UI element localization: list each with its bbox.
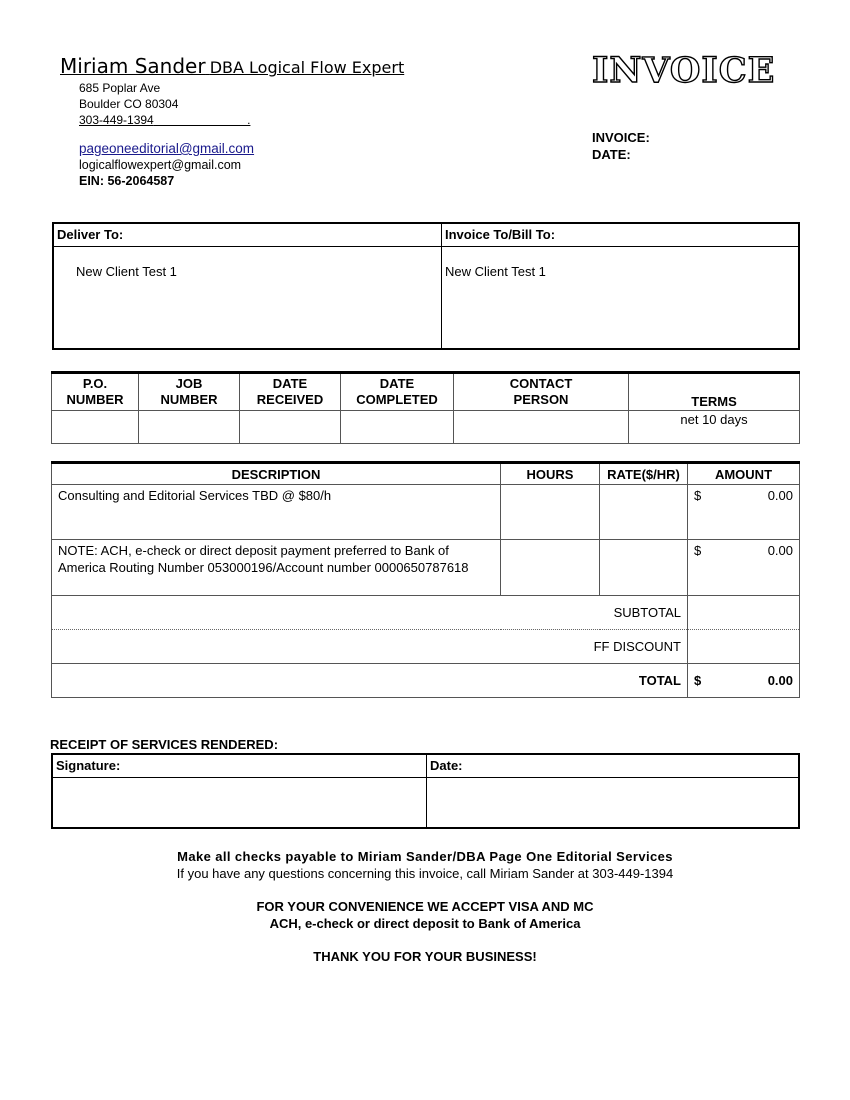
ein-number: EIN: 56-2064587 xyxy=(79,174,175,188)
discount-value xyxy=(688,630,800,664)
footer-payment-methods xyxy=(0,898,850,932)
description-header: DESCRIPTION xyxy=(52,463,501,485)
date-received-cell xyxy=(240,411,341,444)
job-number-cell xyxy=(139,411,240,444)
checks-payable: Make all checks payable to Miriam Sander/DBA Page One Editorial Services xyxy=(177,849,673,864)
email-secondary: logicalflowexpert@gmail.com xyxy=(79,158,242,172)
invoice-meta xyxy=(592,129,650,163)
po-number-header: P.O. NUMBER xyxy=(52,373,139,411)
contact-person-cell xyxy=(454,411,629,444)
date-completed-cell xyxy=(341,411,454,444)
company-name xyxy=(60,54,404,78)
date-received-header: DATE RECEIVED xyxy=(240,373,341,411)
row1-rate xyxy=(600,485,688,540)
amount-header: AMOUNT xyxy=(688,463,800,485)
terms-header: TERMS xyxy=(629,373,800,411)
deliver-to-value: New Client Test 1 xyxy=(76,264,177,279)
invoice-title: INVOICE xyxy=(592,50,776,91)
row1-description: Consulting and Editorial Services TBD @ $80/h xyxy=(52,485,501,540)
row1-amount: $ 0.00 xyxy=(688,485,800,540)
owner-name: Miriam Sander xyxy=(60,54,206,78)
company-address xyxy=(79,80,250,128)
address-line1: 685 Poplar Ave xyxy=(79,81,161,95)
table-row xyxy=(52,485,800,540)
row2-amount: $ 0.00 xyxy=(688,540,800,596)
total-value: $ 0.00 xyxy=(688,664,800,698)
order-info-table xyxy=(51,371,800,444)
subtotal-label: SUBTOTAL xyxy=(52,596,688,630)
convenience-line: FOR YOUR CONVENIENCE WE ACCEPT VISA AND MC xyxy=(256,899,594,914)
discount-label: FF DISCOUNT xyxy=(52,630,688,664)
bill-to-label: Invoice To/Bill To: xyxy=(445,227,556,242)
phone-line: 303-449-1394 . xyxy=(79,113,251,127)
contact-person-header: CONTACT PERSON xyxy=(454,373,629,411)
po-number-cell xyxy=(52,411,139,444)
receipt-date-label: Date: xyxy=(430,758,463,773)
dba-name: DBA Logical Flow Expert xyxy=(209,58,405,77)
ach-line: ACH, e-check or direct deposit to Bank of America xyxy=(269,916,581,931)
row2-description: NOTE: ACH, e-check or direct deposit payment preferred to Bank of America Routing Number 053000196/Account number 0000650787618 xyxy=(52,540,501,596)
line-items-table xyxy=(51,461,800,698)
date-completed-header: DATE COMPLETED xyxy=(341,373,454,411)
questions-line: If you have any questions concerning this invoice, call Miriam Sander at 303-449-1394 xyxy=(176,866,674,881)
email-primary-link[interactable]: pageoneeditorial@gmail.com xyxy=(79,141,255,156)
thank-you: THANK YOU FOR YOUR BUSINESS! xyxy=(313,949,537,964)
signature-label: Signature: xyxy=(56,758,121,773)
phone-number: 303-449-1394 xyxy=(79,113,154,127)
invoice-date-label: DATE: xyxy=(592,147,631,162)
terms-cell: net 10 days xyxy=(629,411,800,444)
address-line2: Boulder CO 80304 xyxy=(79,97,179,111)
hours-header: HOURS xyxy=(501,463,600,485)
delivery-box xyxy=(52,222,800,350)
invoice-number-label: INVOICE: xyxy=(592,130,650,145)
table-row xyxy=(52,540,800,596)
receipt-title: RECEIPT OF SERVICES RENDERED: xyxy=(50,737,279,752)
row1-hours xyxy=(501,485,600,540)
rate-header: RATE($/HR) xyxy=(600,463,688,485)
row2-hours xyxy=(501,540,600,596)
footer-payment-info xyxy=(0,848,850,882)
deliver-to-label: Deliver To: xyxy=(57,227,124,242)
receipt-box xyxy=(51,753,800,829)
row2-rate xyxy=(600,540,688,596)
total-label: TOTAL xyxy=(52,664,688,698)
subtotal-value xyxy=(688,596,800,630)
job-number-header: JOB NUMBER xyxy=(139,373,240,411)
bill-to-value: New Client Test 1 xyxy=(445,264,546,279)
